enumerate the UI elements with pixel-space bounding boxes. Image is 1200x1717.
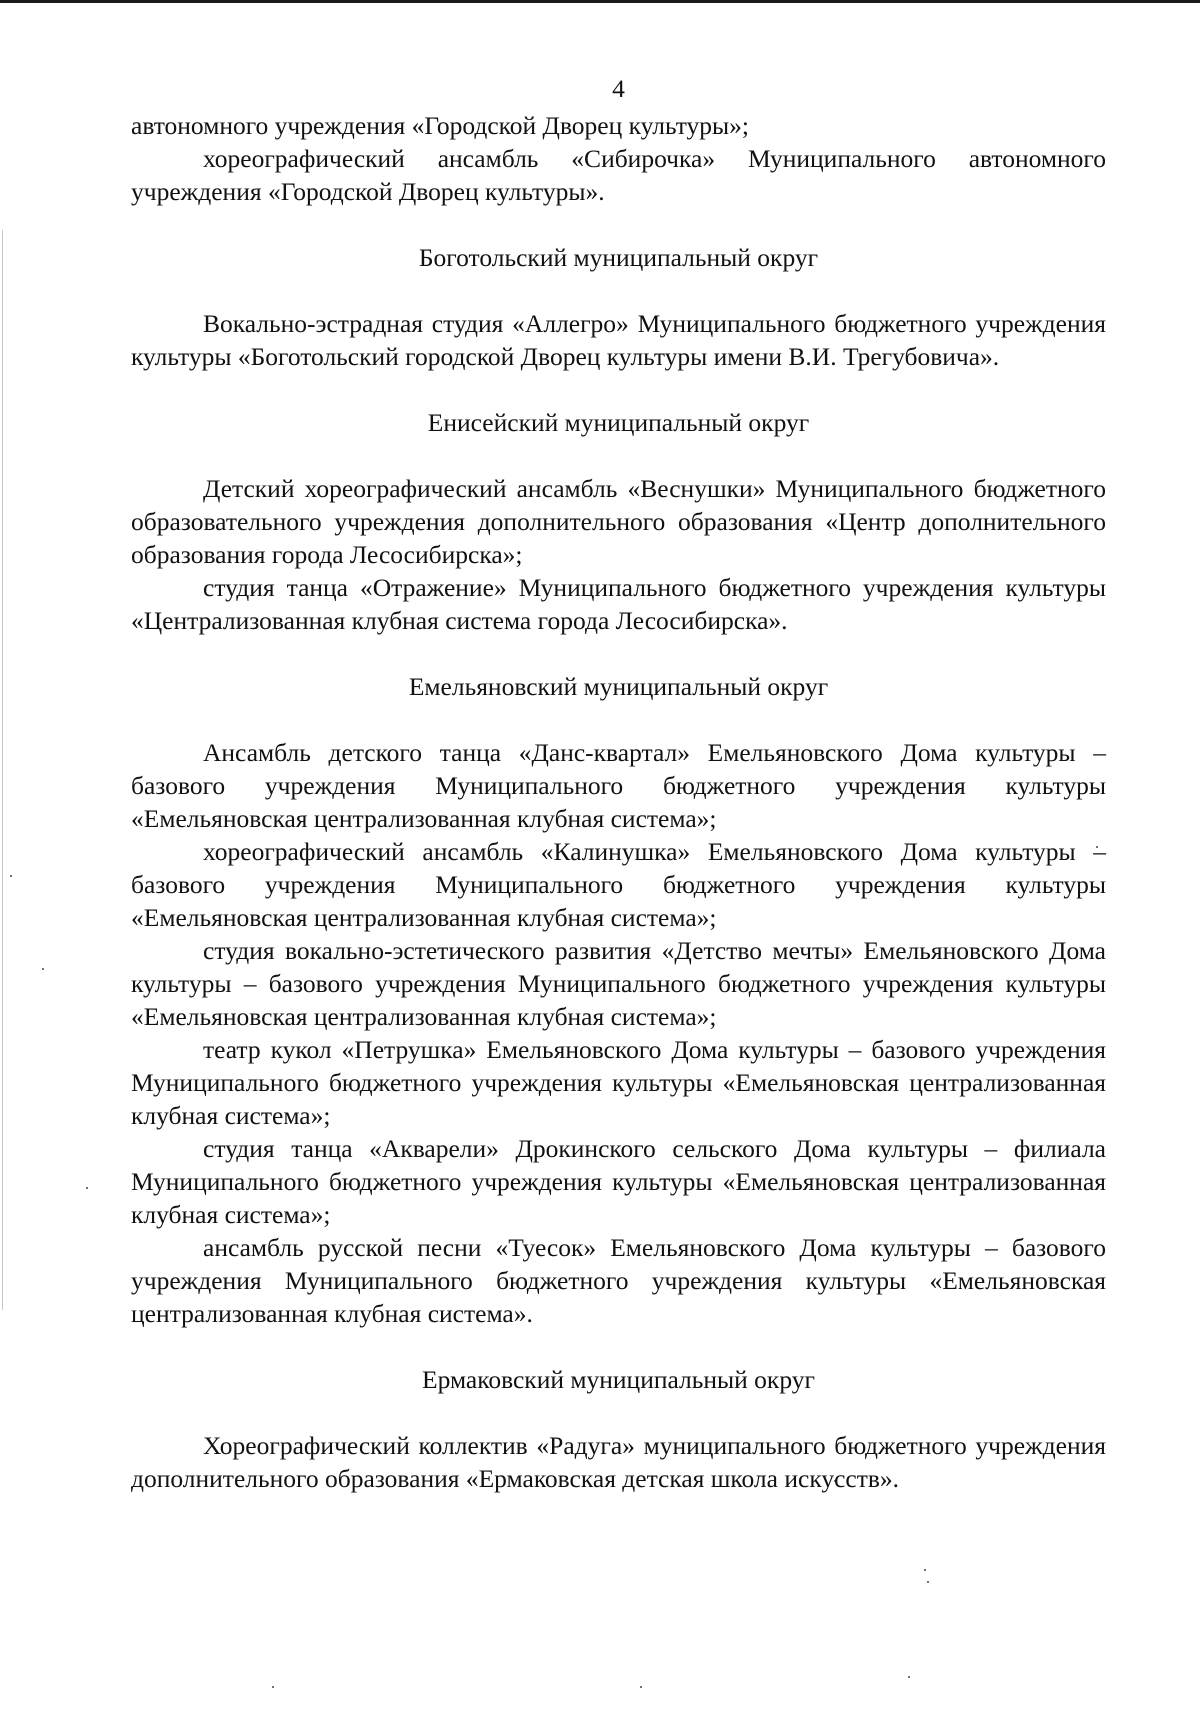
paragraph: Детский хореографический ансамбль «Веснушки» Муниципального бюджетного образовательного учреждения дополнительного образования «Центр дополнительного образования города Лесосибирска»; — [131, 474, 1106, 569]
paragraph: Хореографический коллектив «Радуга» муниципального бюджетного учреждения дополнительного образования «Ермаковская детская школа искусств». — [131, 1431, 1106, 1493]
paragraph: театр кукол «Петрушка» Емельяновского Дома культуры – базового учреждения Муниципального бюджетного учреждения культуры «Емельяновская централизованная клубная система»; — [131, 1035, 1106, 1130]
paragraph: хореографический ансамбль «Сибирочка» Муниципального автономного учреждения «Городской Дворец культуры». — [131, 144, 1106, 206]
scan-speck — [924, 1569, 926, 1571]
scan-speck — [10, 875, 12, 877]
paragraph: студия танца «Отражение» Муниципального бюджетного учреждения культуры «Централизованная клубная система города Лесосибирска». — [131, 573, 1106, 635]
paragraph: ансамбль русской песни «Туесок» Емельяновского Дома культуры – базового учреждения Муниципального бюджетного учреждения культуры «Емельяновская централизованная клубная система». — [131, 1233, 1106, 1328]
scan-speck — [908, 1676, 910, 1678]
paragraph: студия танца «Акварели» Дрокинского сельского Дома культуры – филиала Муниципального бюджетного учреждения культуры «Емельяновская централизованная клубная система»; — [131, 1134, 1106, 1229]
paragraph: студия вокально-эстетического развития «Детство мечты» Емельяновского Дома культуры – базового учреждения Муниципального бюджетного учреждения культуры «Емельяновская централизованная клубная система»; — [131, 936, 1106, 1031]
paragraph: Ансамбль детского танца «Данс-квартал» Емельяновского Дома культуры – базового учреждения Муниципального бюджетного учреждения культуры «Емельяновская централизованная клубная система»; — [131, 738, 1106, 833]
document-body — [131, 72, 1106, 1495]
scan-speck — [640, 1686, 642, 1688]
paragraph: автономного учреждения «Городской Дворец культуры»; — [131, 111, 749, 140]
section-heading: Емельяновский муниципальный округ — [408, 672, 829, 701]
scan-speck — [927, 1581, 929, 1583]
top-border-line — [0, 0, 1200, 3]
section-heading: Ермаковский муниципальный округ — [422, 1365, 815, 1394]
section-heading: Енисейский муниципальный округ — [427, 408, 810, 437]
scan-edge-line — [2, 230, 3, 1310]
scan-speck — [42, 968, 44, 970]
paragraph: Вокально-эстрадная студия «Аллегро» Муниципального бюджетного учреждения культуры «Боготольский городской Дворец культуры имени В.И. Трегубовича». — [131, 309, 1106, 371]
paragraph: хореографический ансамбль «Калинушка» Емельяновского Дома культуры – базового учреждения Муниципального бюджетного учреждения культуры «Емельяновская централизованная клубная система»; — [131, 837, 1106, 932]
section-heading: Боготольский муниципальный округ — [418, 243, 819, 272]
scan-speck — [86, 1187, 88, 1189]
page-number: 4 — [612, 74, 625, 103]
scan-speck — [272, 1686, 274, 1688]
